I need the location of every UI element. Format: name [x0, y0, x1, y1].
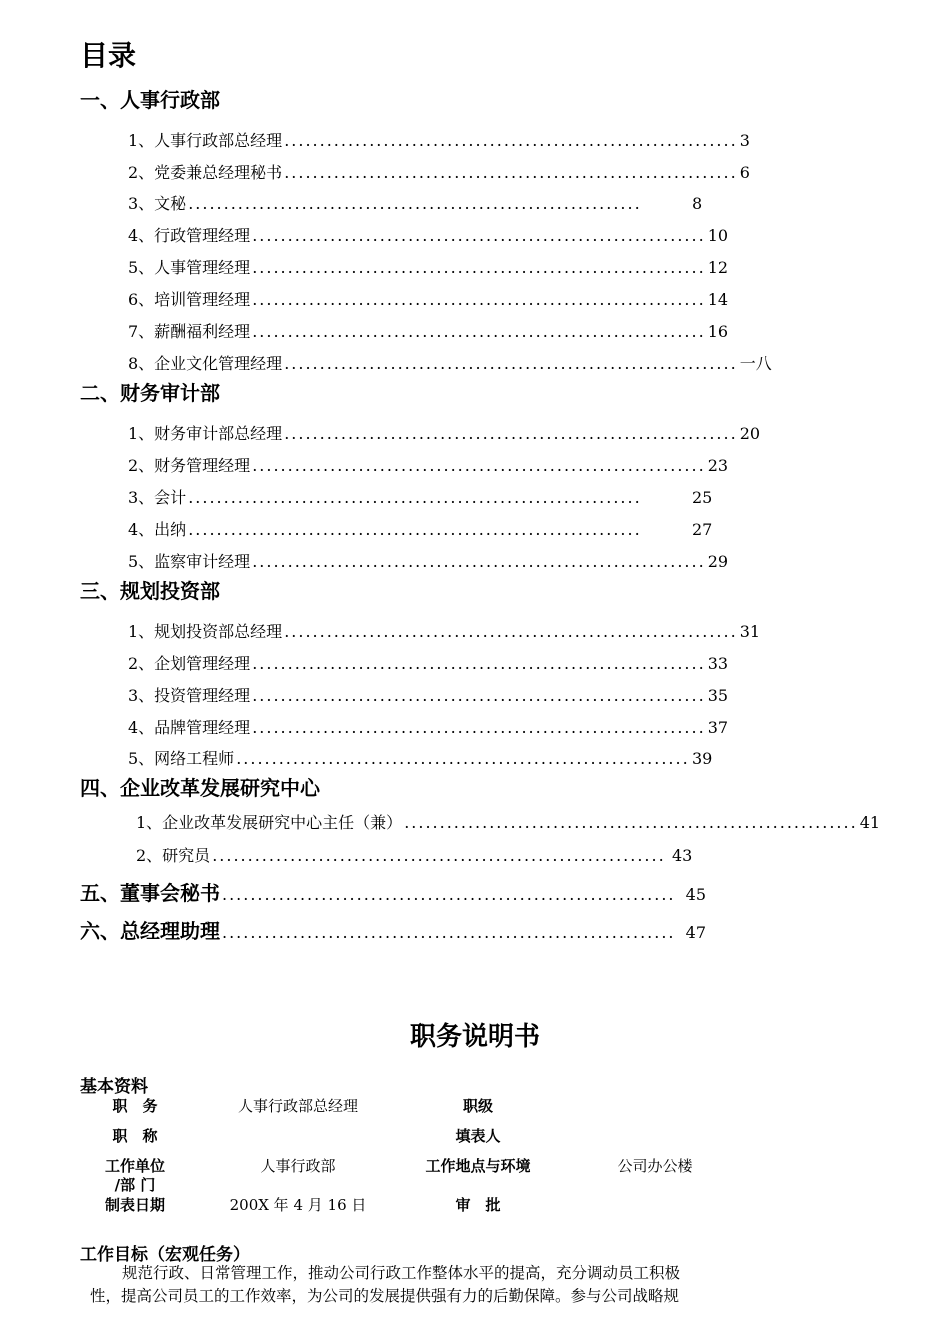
toc-entry-page: 14: [707, 290, 729, 309]
toc-entry[interactable]: [136, 843, 700, 865]
toc-entry[interactable]: [128, 351, 772, 373]
toc-entry[interactable]: [128, 421, 761, 443]
basic-info-heading: 基本资料: [80, 1077, 148, 1097]
toc-entry[interactable]: [128, 746, 720, 768]
toc-entry-label: 8、企业文化管理经理: [128, 354, 283, 373]
toc-entry[interactable]: [128, 255, 729, 277]
toc-section-heading: 四、企业改革发展研究中心: [80, 776, 320, 800]
toc-entry-label: 2、研究员: [136, 846, 211, 865]
toc-leader: ................................................................: [252, 290, 706, 309]
toc-entry-label: 3、会计: [128, 488, 187, 507]
toc-entry-page: 10: [707, 226, 729, 245]
date-value: 200X 年 4 月 16 日: [229, 1196, 367, 1214]
toc-title: 目录: [80, 39, 137, 72]
toc-entry-page: 3: [739, 131, 750, 150]
toc-entry-page: 45: [685, 885, 706, 904]
toc-leader: ................................................................: [252, 456, 706, 475]
toc-entry-label: 5、监察审计经理: [128, 552, 251, 571]
toc-entry-page: 31: [739, 622, 761, 641]
toc-entry[interactable]: [128, 683, 729, 705]
toc-leader: ................................................................: [404, 813, 858, 832]
approval-label: 审 批: [455, 1196, 501, 1214]
unit-value: 人事行政部: [260, 1157, 336, 1175]
toc-entry-label: 3、文秘: [128, 194, 187, 213]
toc-entry[interactable]: [128, 619, 761, 641]
toc-entry-label: 4、行政管理经理: [128, 226, 251, 245]
toc-entry-page: 37: [707, 718, 729, 737]
toc-entry[interactable]: [128, 549, 729, 571]
toc-leader: ................................................................: [252, 226, 706, 245]
toc-leader: ................................................................: [284, 622, 738, 641]
location-label: 工作地点与环境: [425, 1157, 531, 1175]
toc-leader: ................................................................: [252, 552, 706, 571]
toc-entry-page: 41: [859, 813, 881, 832]
toc-leader: ................................................................: [284, 131, 738, 150]
toc-entry-label: 1、财务审计部总经理: [128, 424, 283, 443]
toc-entry-page: 47: [685, 923, 706, 942]
position-value: 人事行政部总经理: [237, 1097, 358, 1115]
toc-entry-label: 2、党委兼总经理秘书: [128, 163, 283, 182]
toc-entry[interactable]: [136, 810, 881, 832]
toc-entry-page: 12: [707, 258, 729, 277]
toc-entry[interactable]: [128, 191, 720, 213]
toc-entry-label: 7、薪酬福利经理: [128, 322, 251, 341]
toc-entry[interactable]: [128, 517, 720, 539]
toc-entry[interactable]: [128, 453, 729, 475]
toc-entry[interactable]: [128, 651, 729, 673]
toc-entry-label: 4、品牌管理经理: [128, 718, 251, 737]
toc-entry[interactable]: [128, 715, 729, 737]
toc-entry-page: 29: [707, 552, 729, 571]
toc-entry-page: 35: [707, 686, 729, 705]
toc-entry-label: 5、人事管理经理: [128, 258, 251, 277]
goal-line-2: 性，提高公司员工的工作效率，为公司的发展提供强有力的后勤保障。参与公司战略规: [90, 1287, 680, 1305]
toc-leader: ................................................................: [252, 322, 706, 341]
toc-entry-label: 1、规划投资部总经理: [128, 622, 283, 641]
toc-section-heading: 二、财务审计部: [80, 381, 220, 405]
toc-entry-page: 43: [672, 846, 693, 865]
toc-entry-page: 20: [739, 424, 761, 443]
toc-leader: ................................................................: [284, 163, 738, 182]
toc-entry-label: 4、出纳: [128, 520, 187, 539]
toc-section-entry[interactable]: [80, 915, 706, 944]
toc-leader: ................................................................: [252, 686, 706, 705]
toc-leader: ................................................................: [252, 654, 706, 673]
toc-entry-page: 16: [707, 322, 729, 341]
toc-entry[interactable]: [128, 319, 729, 341]
position-label: 职 务: [112, 1097, 158, 1115]
toc-entry-page: 33: [707, 654, 729, 673]
toc-entry-label: 1、人事行政部总经理: [128, 131, 283, 150]
toc-entry-page: 27: [692, 520, 713, 539]
toc-leader: ................................................................: [222, 923, 676, 942]
toc-leader: ................................................................: [188, 520, 642, 539]
toc-leader: ................................................................: [212, 846, 666, 865]
document-title: 职务说明书: [409, 1022, 540, 1052]
toc-entry[interactable]: [128, 160, 750, 182]
date-label: 制表日期: [104, 1196, 165, 1214]
goal-heading: 工作目标（宏观任务）: [80, 1245, 250, 1265]
toc-entry-page: 一八: [739, 354, 772, 373]
unit-label: 工作单位: [104, 1157, 165, 1175]
toc-section-heading: 五、董事会秘书: [80, 881, 220, 905]
toc-entry-label: 1、企业改革发展研究中心主任（兼）: [136, 813, 403, 832]
toc-entry-page: 25: [692, 488, 713, 507]
toc-leader: ................................................................: [284, 354, 738, 373]
toc-entry-label: 2、企划管理经理: [128, 654, 251, 673]
location-value: 公司办公楼: [617, 1157, 693, 1175]
toc-entry-label: 5、网络工程师: [128, 749, 235, 768]
toc-entry-label: 2、财务管理经理: [128, 456, 251, 475]
toc-section-entry[interactable]: [80, 877, 706, 906]
toc-leader: ................................................................: [236, 749, 690, 768]
toc-entry-page: 39: [692, 749, 713, 768]
toc-leader: ................................................................: [252, 718, 706, 737]
toc-entry-page: 6: [739, 163, 750, 182]
toc-entry[interactable]: [128, 287, 729, 309]
goal-paragraph: [90, 1262, 760, 1308]
toc-entry[interactable]: [128, 485, 720, 507]
toc-leader: ................................................................: [252, 258, 706, 277]
toc-entry[interactable]: [128, 223, 729, 245]
toc-leader: ................................................................: [284, 424, 738, 443]
toc-entry[interactable]: [128, 128, 750, 150]
grade-label: 职级: [462, 1097, 493, 1115]
toc-leader: ................................................................: [222, 885, 676, 904]
unit-label-line2: /部 门: [114, 1176, 156, 1194]
toc-section-heading: 一、人事行政部: [80, 88, 220, 112]
toc-entry-label: 3、投资管理经理: [128, 686, 251, 705]
toc-leader: ................................................................: [188, 488, 642, 507]
toc-leader: ................................................................: [188, 194, 642, 213]
filler-label: 填表人: [455, 1127, 501, 1145]
toc-section-heading: 三、规划投资部: [80, 579, 220, 603]
toc-entry-page: 23: [707, 456, 729, 475]
goal-line-1: 规范行政、日常管理工作，推动公司行政工作整体水平的提高，充分调动员工积极: [122, 1264, 681, 1282]
title-label: 职 称: [112, 1127, 158, 1145]
toc-section-heading: 六、总经理助理: [80, 919, 220, 943]
toc-entry-page: 8: [692, 194, 703, 213]
toc-entry-label: 6、培训管理经理: [128, 290, 251, 309]
